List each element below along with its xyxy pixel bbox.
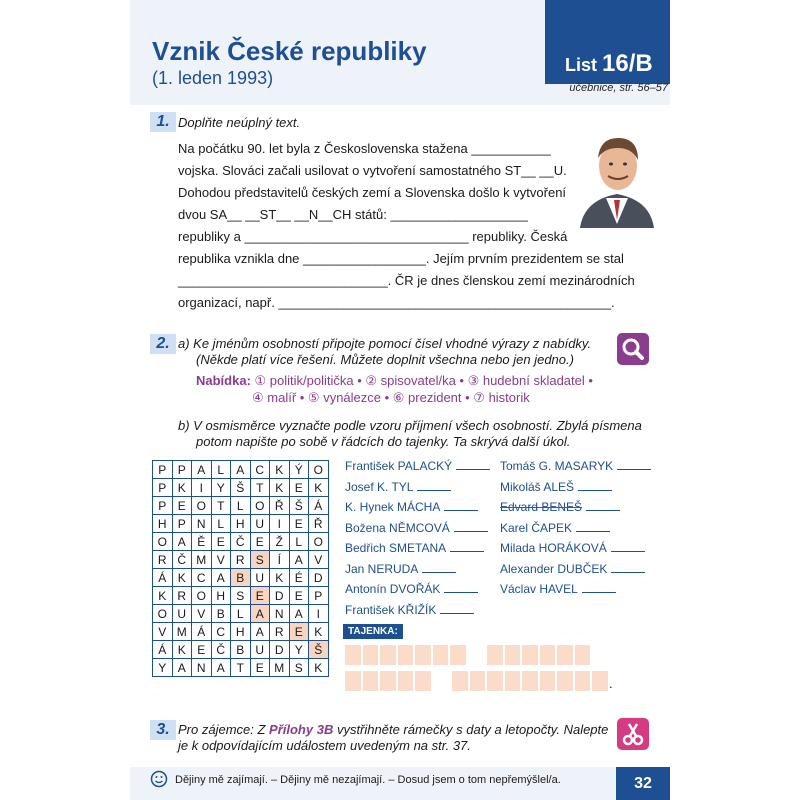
person-name: K. Hynek MÁCHA [345, 497, 490, 518]
scissors-icon [617, 718, 649, 750]
grid-cell[interactable]: O [250, 497, 270, 515]
task-1-number: 1. [150, 112, 176, 132]
grid-cell[interactable]: I [192, 479, 212, 497]
grid-cell[interactable]: K [153, 587, 173, 605]
task-1-line[interactable]: republika vznikla dne _________________. Jejím prvním prezidentem se stal [178, 251, 624, 266]
grid-cell[interactable]: D [270, 587, 290, 605]
grid-cell[interactable]: M [192, 551, 212, 569]
grid-cell[interactable]: H [153, 515, 173, 533]
grid-row [153, 623, 329, 641]
grid-cell[interactable]: Á [309, 497, 329, 515]
names-column-1 [345, 456, 490, 620]
list-prefix: List [565, 55, 603, 75]
grid-cell[interactable]: C [211, 623, 231, 641]
page-subtitle: (1. leden 1993) [152, 68, 274, 88]
person-name: Václav HAVEL [500, 579, 651, 600]
grid-row [153, 515, 329, 533]
grid-cell[interactable]: Y [289, 641, 309, 659]
grid-cell[interactable]: K [309, 479, 329, 497]
grid-cell[interactable]: C [192, 569, 212, 587]
grid-cell[interactable]: N [192, 659, 212, 677]
grid-cell[interactable]: K [270, 461, 290, 479]
grid-cell[interactable]: V [211, 551, 231, 569]
grid-cell[interactable]: É [289, 569, 309, 587]
grid-cell[interactable]: H [231, 623, 251, 641]
grid-cell[interactable]: S [250, 551, 270, 569]
grid-cell[interactable]: E [172, 497, 192, 515]
grid-row [153, 641, 329, 659]
person-name: Božena NĚMCOVÁ [345, 518, 490, 539]
grid-cell[interactable]: Ž [270, 533, 290, 551]
grid-cell[interactable]: Ř [270, 497, 290, 515]
person-name: Alexander DUBČEK [500, 559, 651, 580]
answer-blank[interactable] [422, 561, 456, 573]
grid-cell[interactable]: Y [211, 479, 231, 497]
task-2b-instruction: b) V osmisměrce vyznačte podle vzoru příjmení všech osobností. Zbylá písmena [178, 418, 642, 433]
grid-row [153, 461, 329, 479]
grid-cell[interactable]: V [153, 623, 173, 641]
task-3-attachment: Přílohy 3B [269, 722, 334, 737]
task-1-line[interactable]: Na počátku 90. let byla z Československa stažena ___________ [178, 141, 551, 156]
grid-cell[interactable]: U [250, 515, 270, 533]
grid-cell[interactable]: H [231, 515, 251, 533]
grid-cell[interactable]: K [172, 479, 192, 497]
grid-cell[interactable]: D [270, 641, 290, 659]
grid-cell[interactable]: Ř [309, 515, 329, 533]
grid-cell[interactable]: A [250, 623, 270, 641]
grid-cell[interactable]: A [289, 605, 309, 623]
grid-cell[interactable]: E [250, 587, 270, 605]
person-name: Mikoláš ALEŠ [500, 477, 651, 498]
grid-cell[interactable]: A [289, 551, 309, 569]
grid-cell[interactable]: R [270, 623, 290, 641]
magnifier-icon [617, 333, 649, 365]
grid-cell[interactable]: C [250, 461, 270, 479]
grid-cell[interactable]: E [289, 515, 309, 533]
person-name: Karel ČAPEK [500, 518, 651, 539]
grid-cell[interactable]: I [309, 605, 329, 623]
grid-cell[interactable]: O [153, 533, 173, 551]
grid-cell[interactable]: L [211, 461, 231, 479]
grid-cell[interactable]: K [309, 623, 329, 641]
grid-cell[interactable]: Š [231, 479, 251, 497]
task-3-prefix: Pro zájemce: Z [178, 722, 270, 737]
grid-cell[interactable]: N [270, 605, 290, 623]
footer-text: Dějiny mě zajímají. – Dějiny mě nezajímají. – Dosud jsem o tom nepřemýšlel/a. [175, 774, 561, 786]
grid-cell[interactable]: E [192, 641, 212, 659]
grid-cell[interactable]: E [289, 623, 309, 641]
grid-cell[interactable]: Í [270, 551, 290, 569]
grid-cell[interactable]: N [192, 515, 212, 533]
names-column-2 [500, 456, 651, 600]
grid-cell[interactable]: O [192, 587, 212, 605]
grid-row [153, 605, 329, 623]
grid-cell[interactable]: S [231, 587, 251, 605]
grid-cell[interactable]: B [211, 605, 231, 623]
grid-cell[interactable]: V [192, 605, 212, 623]
grid-cell[interactable]: A [250, 605, 270, 623]
answer-blank[interactable] [611, 540, 645, 552]
grid-cell[interactable]: H [211, 587, 231, 605]
grid-cell[interactable]: U [172, 605, 192, 623]
grid-cell[interactable]: A [231, 461, 251, 479]
task-2b-instruction-note: potom napište po sobě v řádcích do tajenky. Ta skrývá další úkol. [196, 434, 571, 449]
person-name: Edvard BENEŠ [500, 497, 651, 518]
offer-line-2: ④ malíř • ⑤ vynálezce • ⑥ prezident • ⑦ historik [252, 390, 530, 405]
task-1-instruction: Doplňte neúplný text. [178, 115, 301, 130]
person-name: Antonín DVOŘÁK [345, 579, 490, 600]
page-number: 32 [616, 767, 670, 800]
grid-cell[interactable]: R [153, 551, 173, 569]
answer-blank[interactable] [582, 581, 616, 593]
tajenka-row-2b[interactable] [452, 671, 610, 691]
person-name: Bedřich SMETANA [345, 538, 490, 559]
grid-row [153, 533, 329, 551]
answer-blank[interactable] [617, 458, 651, 470]
grid-cell[interactable]: P [172, 461, 192, 479]
offer-label: Nabídka: [196, 373, 251, 388]
word-search-grid[interactable] [152, 460, 329, 677]
grid-cell[interactable]: A [211, 659, 231, 677]
tajenka-row-2a[interactable] [345, 671, 433, 691]
answer-blank[interactable] [586, 499, 620, 511]
grid-cell[interactable]: Y [153, 659, 173, 677]
grid-cell[interactable]: A [172, 659, 192, 677]
grid-cell[interactable]: U [250, 569, 270, 587]
task-1-line[interactable]: organizací, např. ______________________________________________. [178, 295, 615, 310]
tajenka-end: . [609, 676, 613, 691]
grid-cell[interactable]: P [153, 461, 173, 479]
tajenka-label: TAJENKA: [343, 624, 403, 639]
textbook-reference: učebnice, str. 56–57 [569, 82, 668, 94]
grid-cell[interactable]: O [153, 605, 173, 623]
list-badge [545, 0, 670, 84]
grid-row [153, 659, 329, 677]
grid-cell[interactable]: T [250, 479, 270, 497]
answer-blank[interactable] [578, 479, 612, 491]
grid-cell[interactable]: O [309, 461, 329, 479]
grid-row [153, 587, 329, 605]
grid-cell[interactable]: I [270, 515, 290, 533]
grid-cell[interactable]: P [172, 515, 192, 533]
task-1-line[interactable]: republiky a _______________________________ republiky. Česká [178, 229, 568, 244]
grid-cell[interactable]: P [309, 587, 329, 605]
grid-cell[interactable]: Ý [289, 461, 309, 479]
list-number: 16/B [602, 50, 653, 77]
grid-cell[interactable]: P [153, 497, 173, 515]
grid-cell[interactable]: U [250, 641, 270, 659]
grid-cell[interactable]: L [211, 515, 231, 533]
task-1-line[interactable]: _____________________________. ČR je dnes členskou zemí mezinárodních [178, 273, 635, 288]
grid-cell[interactable]: M [172, 623, 192, 641]
grid-cell[interactable]: Á [153, 569, 173, 587]
grid-cell[interactable]: L [231, 605, 251, 623]
grid-cell[interactable]: Č [172, 551, 192, 569]
grid-cell[interactable]: Š [309, 641, 329, 659]
grid-cell[interactable]: T [211, 497, 231, 515]
grid-cell[interactable]: T [231, 659, 251, 677]
grid-cell[interactable]: K [172, 569, 192, 587]
grid-cell[interactable]: R [231, 551, 251, 569]
grid-cell[interactable]: O [309, 533, 329, 551]
grid-cell[interactable]: M [270, 659, 290, 677]
answer-blank[interactable] [444, 499, 478, 511]
grid-cell[interactable]: E [289, 479, 309, 497]
person-name: František KŘIŽÍK [345, 600, 490, 621]
offer-line-1: ① politik/politička • ② spisovatel/ka • ③ hudební skladatel • [254, 373, 593, 388]
tajenka-row-1a[interactable] [345, 645, 468, 665]
person-name: Milada HORÁKOVÁ [500, 538, 651, 559]
task-2a-instruction-note: (Někde platí více řešení. Můžete doplnit všechna nebo jen jedno.) [196, 352, 574, 367]
answer-blank[interactable] [450, 540, 484, 552]
grid-row [153, 479, 329, 497]
grid-cell[interactable]: E [211, 533, 231, 551]
grid-row [153, 569, 329, 587]
task-1-line[interactable]: Dohodou představitelů českých zemí a Slovenska došlo k vytvoření [178, 185, 567, 200]
task-2-number: 2. [150, 334, 176, 354]
grid-cell[interactable]: K [270, 569, 290, 587]
task-1-line[interactable]: vojska. Slováci začali usilovat o vytvoření samostatného ST__ __U. [178, 163, 567, 178]
grid-cell[interactable]: R [172, 587, 192, 605]
answer-blank[interactable] [417, 479, 451, 491]
grid-cell[interactable]: D [309, 569, 329, 587]
grid-row [153, 551, 329, 569]
task-1-line[interactable]: dvou SA__ __ST__ __N__CH států: ___________________ [178, 207, 528, 222]
grid-cell[interactable]: O [192, 497, 212, 515]
answer-blank[interactable] [444, 581, 478, 593]
grid-cell[interactable]: Á [192, 623, 212, 641]
person-name: Josef K. TYL [345, 477, 490, 498]
portrait-image [578, 128, 656, 228]
grid-cell[interactable]: Ě [192, 533, 212, 551]
grid-cell[interactable]: Š [289, 497, 309, 515]
grid-cell[interactable]: A [192, 461, 212, 479]
answer-blank[interactable] [440, 602, 474, 614]
grid-cell[interactable]: S [289, 659, 309, 677]
grid-cell[interactable]: Č [211, 641, 231, 659]
tajenka-row-1b[interactable] [487, 645, 592, 665]
grid-cell[interactable]: Č [231, 533, 251, 551]
answer-blank[interactable] [576, 520, 610, 532]
smiley-icon [150, 770, 168, 788]
task-3-line-2: je k odpovídajícím událostem uvedeným na str. 37. [178, 738, 471, 753]
person-name: František PALACKÝ [345, 456, 490, 477]
grid-cell[interactable]: K [270, 479, 290, 497]
person-name: Jan NERUDA [345, 559, 490, 580]
grid-cell[interactable]: V [309, 551, 329, 569]
answer-blank[interactable] [611, 561, 645, 573]
grid-cell[interactable]: A [172, 533, 192, 551]
task-2a-instruction: a) Ke jménům osobností připojte pomocí čísel vhodné výrazy z nabídky. [178, 336, 592, 351]
grid-cell[interactable]: A [211, 569, 231, 587]
grid-cell[interactable]: E [250, 659, 270, 677]
grid-cell[interactable]: B [231, 641, 251, 659]
grid-cell[interactable]: B [231, 569, 251, 587]
grid-cell[interactable]: Á [153, 641, 173, 659]
grid-cell[interactable]: K [309, 659, 329, 677]
grid-cell[interactable]: L [289, 533, 309, 551]
grid-cell[interactable]: E [250, 533, 270, 551]
grid-cell[interactable]: P [153, 479, 173, 497]
task-3-suffix: vystřihněte rámečky s daty a letopočty. Nalepte [333, 722, 609, 737]
answer-blank[interactable] [454, 520, 488, 532]
answer-blank[interactable] [456, 458, 490, 470]
offer-box [196, 372, 593, 406]
task-3-number: 3. [150, 720, 176, 740]
grid-cell[interactable]: L [231, 497, 251, 515]
grid-row [153, 497, 329, 515]
grid-cell[interactable]: E [289, 587, 309, 605]
grid-cell[interactable]: K [172, 641, 192, 659]
page-title: Vznik České republiky [152, 36, 427, 66]
person-name: Tomáš G. MASARYK [500, 456, 651, 477]
